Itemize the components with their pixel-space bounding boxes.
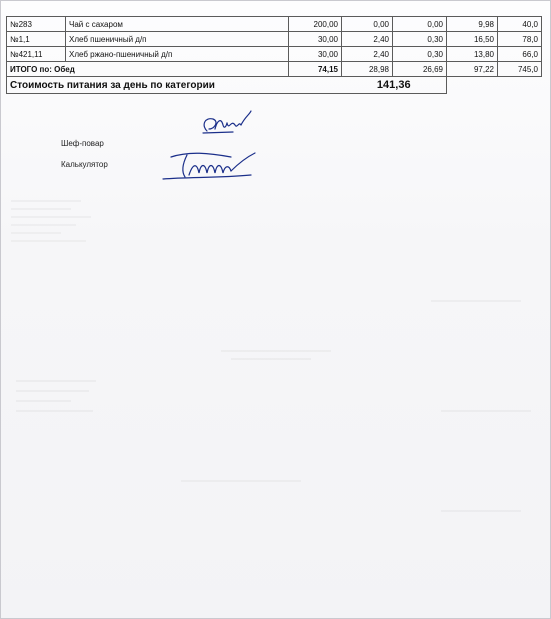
menu-table (6, 16, 542, 94)
item-name: Хлеб пшеничный д/п (66, 32, 289, 47)
table-row (7, 47, 542, 62)
item-v2: 0,30 (393, 47, 447, 62)
total-v4: 745,0 (498, 62, 542, 77)
item-name: Хлеб ржано-пшеничный д/п (66, 47, 289, 62)
item-v2: 0,00 (393, 17, 447, 32)
day-cost-label: Стоимость питания за день по категории (7, 77, 342, 94)
item-v4: 40,0 (498, 17, 542, 32)
bleed-through-texture (1, 181, 551, 619)
total-row (7, 62, 542, 77)
calculator-signature (159, 149, 269, 183)
chef-signature (193, 107, 263, 139)
item-qty: 200,00 (289, 17, 342, 32)
total-qty: 74,15 (289, 62, 342, 77)
item-v1: 2,40 (342, 47, 393, 62)
item-v3: 16,50 (447, 32, 498, 47)
item-v4: 66,0 (498, 47, 542, 62)
total-v1: 28,98 (342, 62, 393, 77)
item-v1: 0,00 (342, 17, 393, 32)
total-v2: 26,69 (393, 62, 447, 77)
item-v3: 9,98 (447, 17, 498, 32)
table-row (7, 32, 542, 47)
item-code: №1,1 (7, 32, 66, 47)
total-label: ИТОГО по: Обед (7, 62, 289, 77)
chef-label: Шеф-повар (61, 139, 104, 148)
item-v4: 78,0 (498, 32, 542, 47)
calculator-label: Калькулятор (61, 160, 108, 169)
day-cost-row (7, 77, 542, 94)
item-code: №283 (7, 17, 66, 32)
item-v1: 2,40 (342, 32, 393, 47)
item-name: Чай с сахаром (66, 17, 289, 32)
item-qty: 30,00 (289, 32, 342, 47)
item-qty: 30,00 (289, 47, 342, 62)
day-cost-value: 141,36 (342, 77, 447, 94)
item-v3: 13,80 (447, 47, 498, 62)
item-code: №421,11 (7, 47, 66, 62)
total-v3: 97,22 (447, 62, 498, 77)
item-v2: 0,30 (393, 32, 447, 47)
table-row (7, 17, 542, 32)
